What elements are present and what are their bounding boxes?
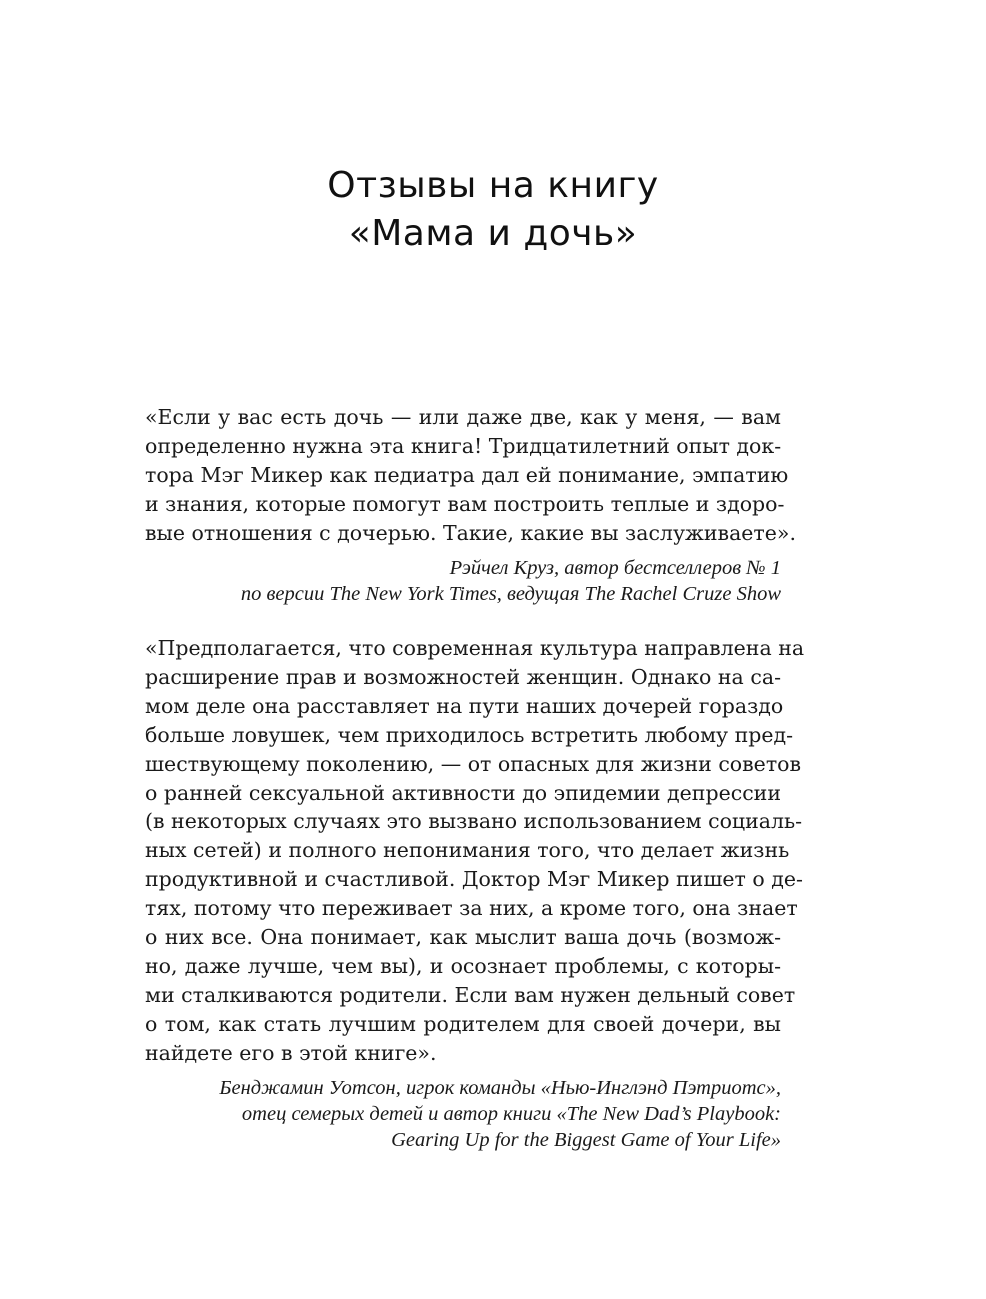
attribution-line: Gearing Up for the Biggest Game of Your Life» [391,1129,781,1151]
title-line-1: Отзывы на книгу [327,165,659,206]
quote-line: шествующему поколению, — от опасных для жизни советов [145,751,802,776]
quote-line: определенно нужна эта книга! Тридцатилетний опыт док- [145,433,782,458]
attribution-line: отец семерых детей и автор книги «The New Dad’s Playbook: [241,1103,781,1125]
quote-line: но, даже лучше, чем вы), и осознает проблемы, с которы- [145,953,781,978]
quote-line: больше ловушек, чем приходилось встретить любому пред- [145,722,794,747]
quote-line: расширение прав и возможностей женщин. Однако на са- [145,664,781,689]
quote-line: о них все. Она понимает, как мыслит ваша дочь (возмож- [145,925,781,950]
quote-line: (в некоторых случаях это вызвано использованием социаль- [145,809,803,834]
quote-line: найдете его в этой книге». [145,1040,437,1065]
review-2-attribution [131,1075,781,1153]
quote-line: ных сетей) и полного непонимания того, что делает жизнь [145,838,790,863]
quote-line: тора Мэг Микер как педиатра дал ей понимание, эмпатию [145,462,789,487]
quote-line: «Если у вас есть дочь — или даже две, как у меня, — вам [145,405,781,429]
quote-line: о том, как стать лучшим родителем для своей дочери, вы [145,1011,781,1036]
review-1-attribution [131,555,781,607]
quote-line: тях, потому что переживает за них, а кроме того, она знает [145,896,798,921]
quote-line: продуктивной и счастливой. Доктор Мэг Микер пишет о де- [145,867,803,892]
quote-line: вые отношения с дочерью. Такие, какие вы заслуживаете». [145,520,796,545]
title-line-2: «Мама и дочь» [348,213,638,254]
quote-line: «Предполагается, что современная культура направлена на [145,636,805,660]
attribution-line: по версии The New York Times, ведущая The Rachel Cruze Show [240,583,781,605]
quote-line: ми сталкиваются родители. Если вам нужен дельный совет [145,982,796,1007]
page-title [0,162,986,258]
quote-line: мом деле она расставляет на пути наших дочерей гораздо [145,693,784,718]
review-1-quote [145,403,796,548]
quote-line: и знания, которые помогут вам построить теплые и здоро- [145,491,785,516]
quote-line: о ранней сексуальной активности до эпидемии депрессии [145,780,781,805]
attribution-line: Бенджамин Уотсон, игрок команды «Нью-Инглэнд Пэтриотс», [219,1077,781,1099]
review-2-quote [145,634,805,1068]
attribution-line: Рэйчел Круз, автор бестселлеров № 1 [449,557,781,579]
